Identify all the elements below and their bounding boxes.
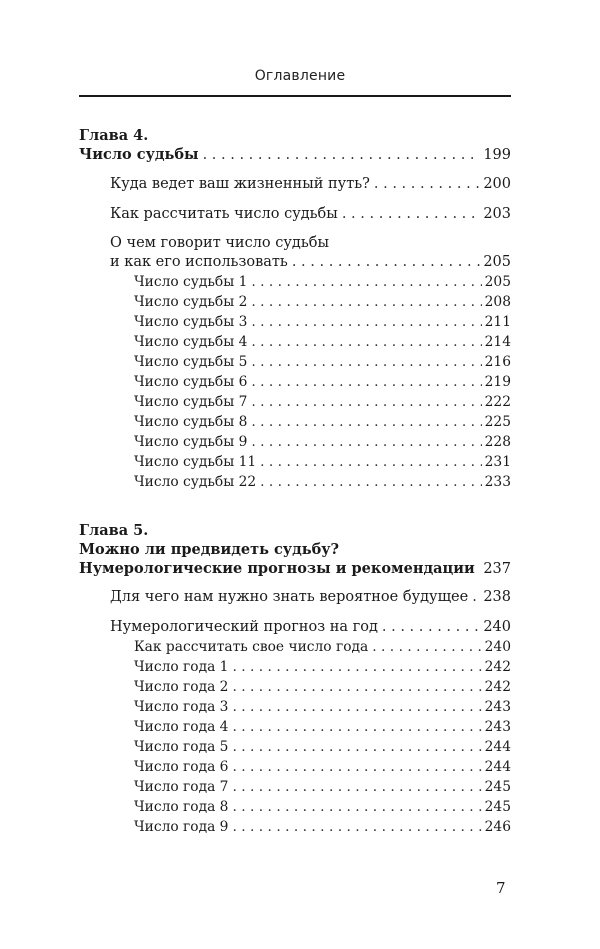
chapter-title-line1: Можно ли предвидеть судьбу? — [79, 541, 340, 558]
chapter-title-line2: Нумерологические прогнозы и рекомендации — [79, 560, 475, 577]
page-number: 240 — [483, 619, 511, 635]
dot-leader — [251, 314, 481, 330]
dot-leader — [251, 294, 481, 310]
toc-entry-item[interactable] — [134, 799, 511, 815]
dot-leader — [232, 659, 481, 675]
toc-entry-section[interactable] — [110, 619, 511, 635]
dot-leader — [260, 454, 482, 470]
page-number: 237 — [483, 561, 511, 577]
item-title: Число года 4 — [134, 719, 229, 735]
dot-leader — [251, 414, 481, 430]
item-title: Число судьбы 1 — [134, 274, 248, 290]
section-title: Нумерологический прогноз на год — [110, 619, 378, 635]
toc-entry-item[interactable] — [134, 474, 511, 490]
toc-entry-item[interactable] — [134, 679, 511, 695]
chapter-5-label — [79, 522, 511, 539]
toc-entry-item[interactable] — [134, 434, 511, 450]
chapter-label: Глава 4. — [79, 127, 149, 144]
toc-entry-section-line2[interactable] — [110, 254, 511, 270]
section-title-line1: О чем говорит число судьбы — [110, 235, 330, 251]
page-number: 238 — [483, 589, 511, 605]
toc-entry-item[interactable] — [134, 719, 511, 735]
page-number: 231 — [484, 454, 511, 470]
toc-entry-item[interactable] — [134, 819, 511, 835]
dot-leader — [260, 474, 482, 490]
page-number: 243 — [484, 699, 511, 715]
item-title: Число судьбы 8 — [134, 414, 248, 430]
toc-entry-item[interactable] — [134, 374, 511, 390]
toc-entry-item[interactable] — [134, 639, 511, 655]
dot-leader — [251, 274, 481, 290]
dot-leader — [342, 206, 480, 222]
page-number: 244 — [484, 739, 511, 755]
dot-leader — [232, 679, 481, 695]
dot-leader — [251, 354, 481, 370]
page-number: 219 — [484, 374, 511, 390]
page-number: 211 — [484, 314, 511, 330]
toc-entry-item[interactable] — [134, 334, 511, 350]
toc-entry-item[interactable] — [134, 659, 511, 675]
section-title: Для чего нам нужно знать вероятное будущее — [110, 589, 469, 605]
toc-entry-item[interactable] — [134, 699, 511, 715]
dot-leader — [372, 639, 481, 655]
item-title: Число судьбы 9 — [134, 434, 248, 450]
header-rule — [79, 95, 511, 97]
toc-entry-item[interactable] — [134, 394, 511, 410]
section-title: Как рассчитать число судьбы — [110, 206, 338, 222]
item-title: Число года 8 — [134, 799, 229, 815]
dot-leader — [382, 619, 480, 635]
dot-leader — [472, 589, 480, 605]
item-title: Число года 3 — [134, 699, 229, 715]
running-head: Оглавление — [254, 68, 346, 84]
dot-leader — [374, 176, 480, 192]
toc-entry-item[interactable] — [134, 274, 511, 290]
toc-entry-item[interactable] — [134, 739, 511, 755]
dot-leader — [232, 699, 481, 715]
item-title: Число судьбы 4 — [134, 334, 248, 350]
toc-entry-item[interactable] — [134, 779, 511, 795]
toc-entry-section-line1[interactable] — [110, 235, 511, 251]
page-number: 203 — [483, 206, 511, 222]
dot-leader — [203, 147, 481, 163]
item-title: Число года 9 — [134, 819, 229, 835]
section-title: Куда ведет ваш жизненный путь? — [110, 176, 370, 192]
page-number: 205 — [484, 274, 511, 290]
page-number: 200 — [483, 176, 511, 192]
page-number: 233 — [484, 474, 511, 490]
chapter-5-title-line1[interactable] — [79, 541, 511, 558]
page-number: 222 — [484, 394, 511, 410]
item-title: Число судьбы 5 — [134, 354, 248, 370]
toc-entry-chapter-5[interactable] — [79, 560, 511, 577]
page-number: 240 — [484, 639, 511, 655]
toc-entry-section[interactable] — [110, 206, 511, 222]
item-title: Число судьбы 11 — [134, 454, 257, 470]
page-number: 225 — [484, 414, 511, 430]
dot-leader — [232, 759, 481, 775]
page-number: 243 — [484, 719, 511, 735]
toc-entry-section[interactable] — [110, 176, 511, 192]
dot-leader — [232, 739, 481, 755]
item-title: Число года 5 — [134, 739, 229, 755]
item-title: Как рассчитать свое число года — [134, 639, 369, 655]
page-number: 245 — [484, 779, 511, 795]
toc-entry-item[interactable] — [134, 759, 511, 775]
item-title: Число судьбы 7 — [134, 394, 248, 410]
item-title: Число судьбы 6 — [134, 374, 248, 390]
toc-entry-section[interactable] — [110, 589, 511, 605]
toc-entry-item[interactable] — [134, 294, 511, 310]
section-title-line2: и как его использовать — [110, 254, 288, 270]
item-title: Число судьбы 3 — [134, 314, 248, 330]
toc-entry-item[interactable] — [134, 354, 511, 370]
page-number: 242 — [484, 679, 511, 695]
page-number: 205 — [483, 254, 511, 270]
toc-entry-item[interactable] — [134, 314, 511, 330]
toc-entry-chapter-4[interactable] — [79, 146, 511, 163]
item-title: Число года 2 — [134, 679, 229, 695]
item-title: Число года 1 — [134, 659, 229, 675]
toc-entry-item[interactable] — [134, 454, 511, 470]
dot-leader — [232, 799, 481, 815]
page-number: 242 — [484, 659, 511, 675]
page-number: 244 — [484, 759, 511, 775]
page-number: 216 — [484, 354, 511, 370]
dot-leader — [479, 561, 481, 577]
item-title: Число года 6 — [134, 759, 229, 775]
chapter-title: Число судьбы — [79, 146, 199, 163]
item-title: Число судьбы 22 — [134, 474, 257, 490]
chapter-4-label — [79, 127, 511, 144]
page-number: 228 — [484, 434, 511, 450]
page-number: 208 — [484, 294, 511, 310]
dot-leader — [251, 334, 481, 350]
dot-leader — [232, 779, 481, 795]
dot-leader — [292, 254, 480, 270]
item-title: Число года 7 — [134, 779, 229, 795]
page-number: 246 — [484, 819, 511, 835]
page-folio: 7 — [496, 879, 506, 897]
dot-leader — [251, 434, 481, 450]
dot-leader — [232, 819, 481, 835]
item-title: Число судьбы 2 — [134, 294, 248, 310]
dot-leader — [251, 394, 481, 410]
dot-leader — [232, 719, 481, 735]
chapter-label: Глава 5. — [79, 522, 149, 539]
page-number: 245 — [484, 799, 511, 815]
page-number: 199 — [483, 147, 511, 163]
toc-entry-item[interactable] — [134, 414, 511, 430]
page-number: 214 — [484, 334, 511, 350]
dot-leader — [251, 374, 481, 390]
